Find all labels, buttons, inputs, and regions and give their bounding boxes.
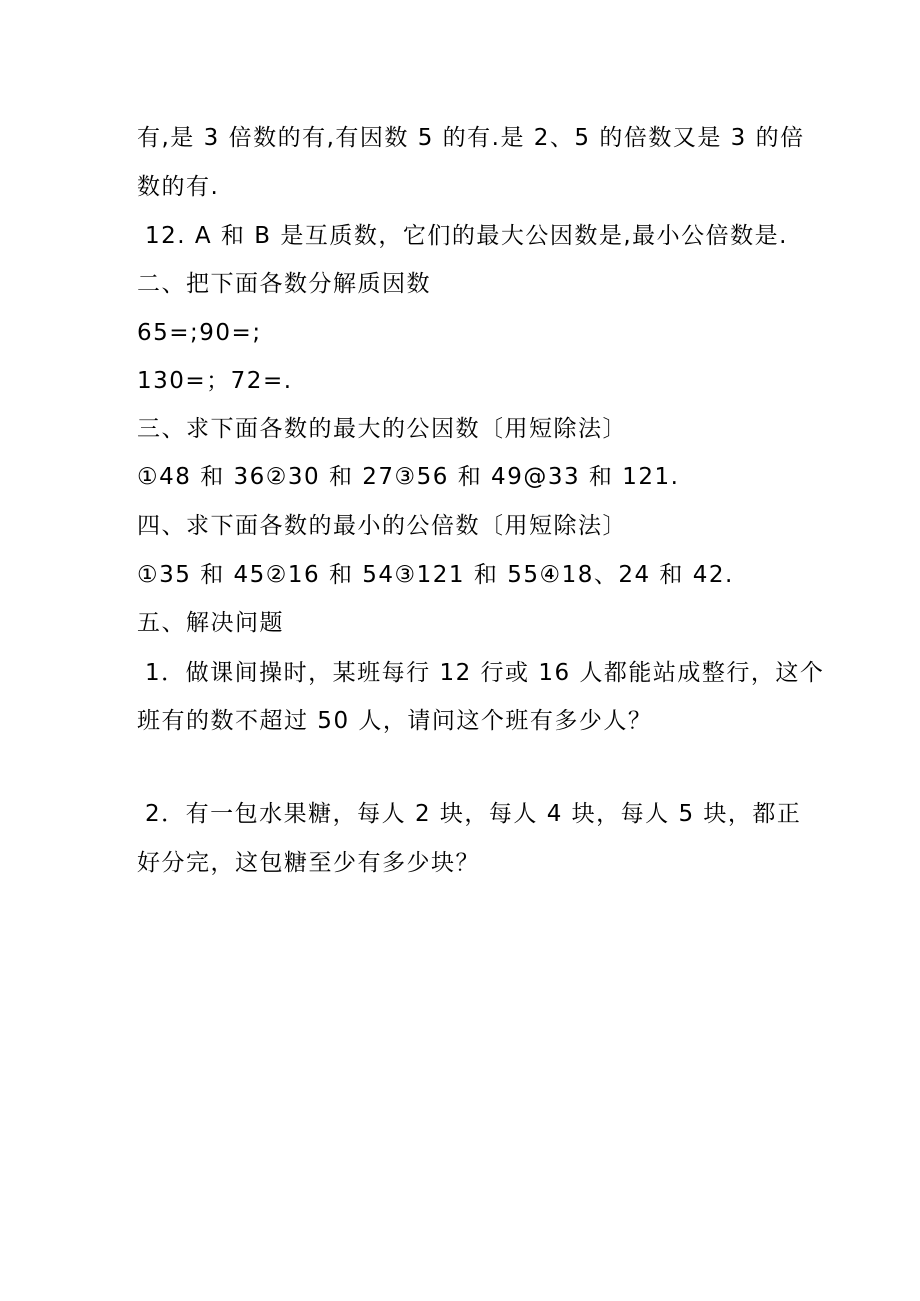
section-2-heading: 二、把下面各数分解质因数 bbox=[137, 271, 431, 297]
problem-1-line-1: 1．做课间操时，某班每行 12 行或 16 人都能站成整行，这个 bbox=[145, 660, 825, 686]
text-line-2: 数的有. bbox=[137, 174, 220, 200]
question-12: 12. A 和 B 是互质数，它们的最大公因数是,最小公倍数是. bbox=[145, 223, 788, 249]
section-3-heading: 三、求下面各数的最大的公因数〔用短除法〕 bbox=[137, 416, 627, 442]
section-5-heading: 五、解决问题 bbox=[137, 610, 284, 636]
factorization-line-1: 65=;90=; bbox=[137, 320, 262, 346]
section-4-heading: 四、求下面各数的最小的公倍数〔用短除法〕 bbox=[137, 513, 627, 539]
text-line-1: 有,是 3 倍数的有,有因数 5 的有.是 2、5 的倍数又是 3 的倍 bbox=[137, 125, 805, 151]
problem-2-line-2: 好分完，这包糖至少有多少块？ bbox=[137, 850, 480, 876]
gcd-problems: ①48 和 36②30 和 27③56 和 49@33 和 121. bbox=[137, 464, 680, 490]
problem-2-line-1: 2．有一包水果糖，每人 2 块，每人 4 块，每人 5 块，都正 bbox=[145, 801, 802, 827]
lcm-problems: ①35 和 45②16 和 54③121 和 55④18、24 和 42. bbox=[137, 562, 734, 588]
problem-1-line-2: 班有的数不超过 50 人，请问这个班有多少人？ bbox=[137, 708, 653, 734]
factorization-line-2: 130=；72=. bbox=[137, 368, 293, 394]
